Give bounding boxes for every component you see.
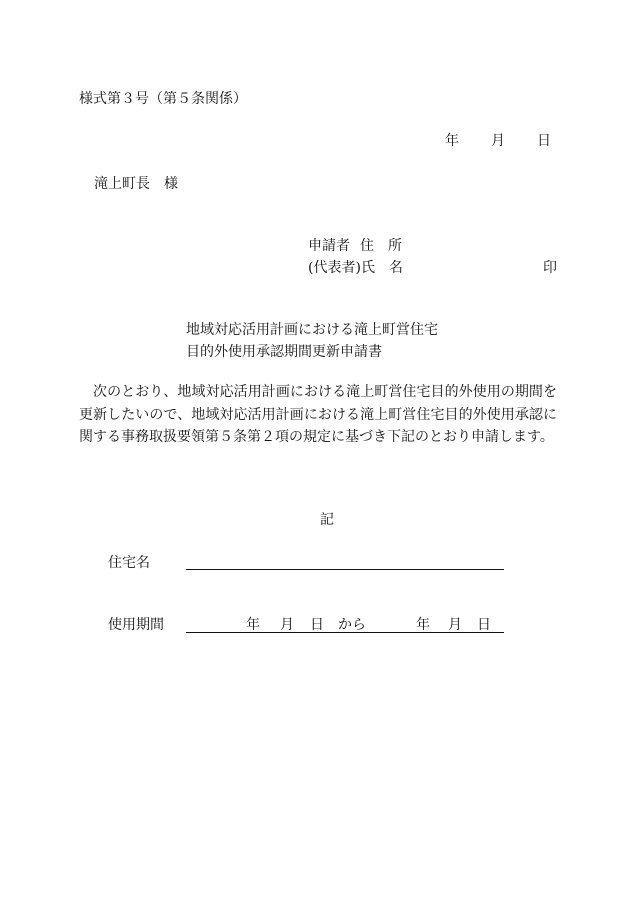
document-title-line1: 地域対応活用計画における滝上町営住宅 xyxy=(186,322,438,338)
applicant-address-row xyxy=(308,239,402,253)
period-month1: 月 xyxy=(280,617,294,633)
addressee-honorific: 様 xyxy=(164,176,178,192)
document-title-line2: 目的外使用承認期間更新申請書 xyxy=(186,344,382,360)
date-line xyxy=(445,134,551,148)
form-number: 様式第３号（第５条関係） xyxy=(79,91,247,107)
period-month2: 月 xyxy=(448,617,462,633)
date-month: 月 xyxy=(491,133,505,149)
ki-heading: 記 xyxy=(320,512,334,528)
period-day2: 日 xyxy=(477,617,491,633)
period-day1: 日 xyxy=(310,617,324,633)
body-text: 次のとおり、地域対応活用計画における滝上町営住宅目的外使用の期間を更新したいので、地域対応活用計画における滝上町営住宅目的外使用承認に関する事務取扱要領第５条第２項の規定に基づき下記のとおり申請します。 xyxy=(79,384,557,445)
body-paragraph xyxy=(79,381,557,449)
addressee-name: 滝上町長 xyxy=(94,176,150,192)
house-name-label: 住宅名 xyxy=(108,555,150,571)
address-label: 住 所 xyxy=(360,238,402,254)
applicant-label: 申請者 xyxy=(308,238,350,254)
period-year2: 年 xyxy=(416,617,430,633)
addressee xyxy=(94,177,178,191)
seal-mark: 印 xyxy=(543,260,557,276)
date-day: 日 xyxy=(537,133,551,149)
name-label: 氏 名 xyxy=(360,260,403,276)
period-year1: 年 xyxy=(246,617,260,633)
representative-label: (代表者) xyxy=(308,260,361,276)
applicant-name-row xyxy=(308,261,403,275)
house-name-field[interactable] xyxy=(186,569,504,570)
period-from: から xyxy=(338,617,366,633)
period-label: 使用期間 xyxy=(108,617,164,633)
period-field[interactable] xyxy=(186,616,504,633)
date-year: 年 xyxy=(445,133,459,149)
